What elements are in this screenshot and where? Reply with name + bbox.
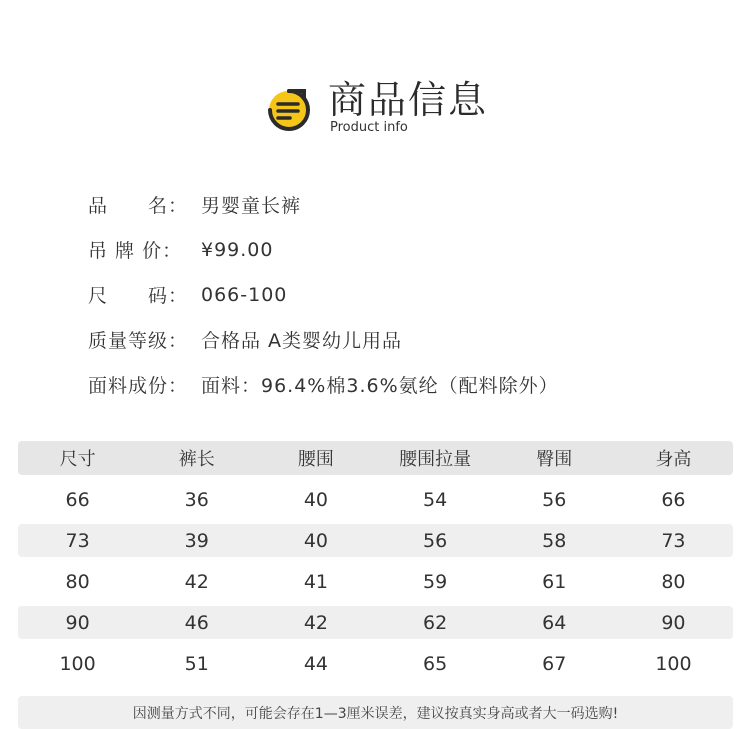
table-cell: 56 <box>423 529 448 552</box>
product-info-list <box>88 182 559 407</box>
table-cell: 66 <box>661 488 686 511</box>
table-cell: 62 <box>423 611 448 634</box>
info-label: 尺 码： <box>88 285 189 307</box>
table-cell: 40 <box>303 488 329 511</box>
table-cell: 90 <box>65 611 90 634</box>
table-row <box>18 606 733 639</box>
page-subtitle: Product info <box>330 120 408 135</box>
table-cell: 44 <box>303 652 329 675</box>
column-header: 臀围 <box>536 449 573 470</box>
page-title: 商品信息 <box>328 78 489 122</box>
table-cell: 42 <box>303 611 329 634</box>
table-cell: 41 <box>303 570 329 593</box>
info-value: 男婴童长裤 <box>201 195 302 217</box>
column-header: 腰围 <box>297 449 334 470</box>
table-cell: 56 <box>542 488 567 511</box>
table-cell: 58 <box>542 529 567 552</box>
table-cell: 61 <box>542 570 567 593</box>
table-cell: 90 <box>661 611 686 634</box>
info-row-grade <box>88 317 559 362</box>
info-value: 合格品 A类婴幼儿用品 <box>201 330 403 352</box>
info-label: 品 名： <box>88 195 189 217</box>
table-cell: 54 <box>423 488 448 511</box>
column-header: 身高 <box>655 449 692 470</box>
table-row <box>18 647 733 680</box>
column-header: 裤长 <box>178 449 215 470</box>
table-row <box>18 483 733 516</box>
table-cell: 59 <box>423 570 448 593</box>
info-value: 066-100 <box>201 283 288 306</box>
table-cell: 73 <box>661 529 686 552</box>
table-cell: 40 <box>303 529 329 552</box>
size-table <box>18 441 733 680</box>
table-cell: 42 <box>184 570 209 593</box>
section-header <box>264 74 504 144</box>
table-cell: 36 <box>184 488 209 511</box>
info-value: 面料：96.4%棉3.6%氨纶（配料除外） <box>201 375 559 397</box>
info-row-fabric <box>88 362 559 407</box>
table-cell: 73 <box>65 529 90 552</box>
info-row-price <box>88 227 559 272</box>
size-disclaimer: 因测量方式不同，可能会存在1—3厘米误差，建议按真实身高或者大一码选购! <box>18 696 733 729</box>
table-row <box>18 524 733 557</box>
table-cell: 80 <box>661 570 686 593</box>
table-cell: 65 <box>423 652 448 675</box>
table-cell: 64 <box>542 611 567 634</box>
info-label: 质量等级： <box>88 330 189 352</box>
info-value: ¥99.00 <box>201 238 274 261</box>
info-row-name <box>88 182 559 227</box>
table-cell: 100 <box>59 652 96 675</box>
table-cell: 39 <box>184 529 209 552</box>
table-cell: 51 <box>184 652 209 675</box>
table-cell: 66 <box>65 488 90 511</box>
info-label: 面料成份： <box>88 375 189 397</box>
info-label: 吊 牌 价： <box>88 240 183 262</box>
table-row <box>18 565 733 598</box>
column-header: 腰围拉量 <box>399 449 472 470</box>
table-header <box>18 441 733 475</box>
document-icon <box>264 84 314 134</box>
table-cell: 80 <box>65 570 90 593</box>
column-header: 尺寸 <box>59 449 96 470</box>
info-row-size <box>88 272 559 317</box>
table-cell: 67 <box>542 652 567 675</box>
table-cell: 46 <box>184 611 209 634</box>
table-cell: 100 <box>655 652 692 675</box>
